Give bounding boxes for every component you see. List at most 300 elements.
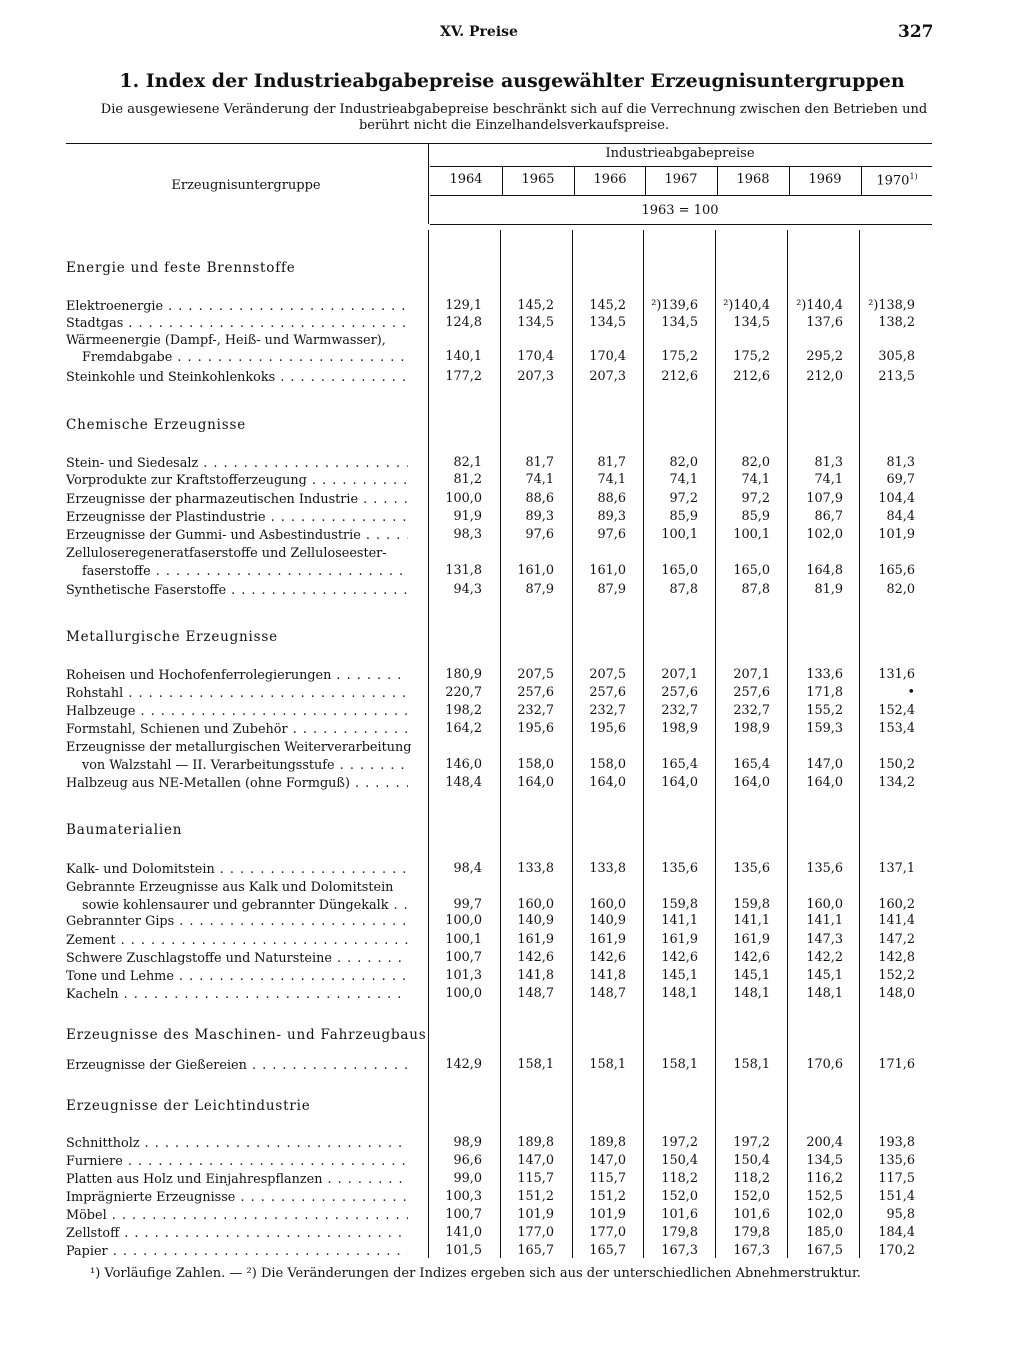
leader-dots — [123, 1154, 408, 1169]
value-cell: 140,9 — [589, 913, 626, 928]
value-cell: 88,6 — [597, 491, 626, 506]
value-cell: 131,8 — [445, 563, 482, 578]
value-cell: 177,2 — [445, 369, 482, 384]
value-cell: 147,2 — [878, 932, 915, 947]
row-label-text: Formstahl, Schienen und Zubehör — [66, 722, 288, 737]
row-label-text: Roheisen und Hochofenferrolegierungen — [66, 668, 332, 683]
value-cell: 142,6 — [661, 950, 698, 965]
value-cell: 145,1 — [733, 968, 770, 983]
row-label — [66, 667, 408, 684]
leader-dots — [331, 668, 408, 683]
leader-dots — [116, 933, 408, 948]
section-heading: Metallurgische Erzeugnisse — [66, 629, 278, 645]
value-cell: 74,1 — [597, 472, 626, 487]
value-cell: 189,8 — [517, 1135, 554, 1150]
value-cell: 170,6 — [806, 1057, 843, 1072]
value-cell: 97,2 — [669, 491, 698, 506]
row-label — [66, 1207, 408, 1224]
value-cell: 141,8 — [517, 968, 554, 983]
leader-dots — [108, 1244, 408, 1259]
column-header-label: 1967 — [664, 172, 698, 187]
value-cell: 165,0 — [661, 563, 698, 578]
row-label — [66, 1243, 408, 1260]
row-label-text: Stein- und Siedesalz — [66, 456, 199, 471]
value-cell: 147,0 — [517, 1153, 554, 1168]
row-label — [66, 861, 408, 878]
body-column-divider — [715, 230, 716, 1258]
row-label — [66, 1135, 408, 1152]
value-cell: 81,2 — [453, 472, 482, 487]
value-cell: 100,0 — [445, 913, 482, 928]
value-cell: 118,2 — [661, 1171, 698, 1186]
value-cell: 161,0 — [517, 563, 554, 578]
row-label-text: faserstoffe — [82, 564, 151, 579]
row-label-text: Halbzeuge — [66, 704, 136, 719]
row-label — [66, 1189, 408, 1206]
leader-dots — [119, 1226, 408, 1241]
row-label-text: Imprägnierte Erzeugnisse — [66, 1190, 236, 1205]
value-cell: 100,1 — [445, 932, 482, 947]
value-cell: 145,1 — [806, 968, 843, 983]
row-label-text: Erzeugnisse der Gummi- und Asbestindustrie — [66, 528, 361, 543]
spanner-header: Industrieabgabepreise — [605, 146, 755, 161]
value-cell: 134,5 — [589, 315, 626, 330]
leader-dots — [198, 456, 408, 471]
value-cell: 179,8 — [661, 1225, 698, 1240]
row-label-text: von Walzstahl — II. Verarbeitungsstufe — [82, 758, 335, 773]
value-cell: 101,6 — [733, 1207, 770, 1222]
row-label-text: Tone und Lehme — [66, 969, 174, 984]
leader-dots — [307, 473, 408, 488]
row-label — [66, 913, 408, 930]
value-cell: 305,8 — [878, 349, 915, 364]
value-cell: 158,1 — [589, 1057, 626, 1072]
value-cell: 170,4 — [589, 349, 626, 364]
value-cell: 147,0 — [589, 1153, 626, 1168]
value-cell: 161,9 — [733, 932, 770, 947]
value-cell: 213,5 — [878, 369, 915, 384]
row-label-text: Rohstahl — [66, 686, 124, 701]
body-column-divider — [787, 230, 788, 1258]
row-label — [66, 685, 408, 702]
value-cell: 135,6 — [806, 861, 843, 876]
value-cell: 138,2 — [878, 315, 915, 330]
value-cell: 137,1 — [878, 861, 915, 876]
value-cell: 99,7 — [453, 897, 482, 912]
row-label-text: Möbel — [66, 1208, 107, 1223]
top-rule — [66, 143, 932, 144]
value-cell: 142,6 — [517, 950, 554, 965]
value-cell: 167,3 — [661, 1243, 698, 1258]
column-header — [789, 172, 861, 187]
body-column-divider — [428, 230, 429, 1258]
row-label — [66, 298, 408, 315]
column-header-label: 1969 — [808, 172, 842, 187]
value-cell: 82,0 — [741, 455, 770, 470]
row-label — [66, 491, 408, 508]
value-cell: 100,0 — [445, 491, 482, 506]
stub-divider — [428, 143, 429, 224]
value-cell: 98,4 — [453, 861, 482, 876]
value-cell: ²)139,6 — [651, 298, 698, 313]
section-heading: Baumaterialien — [66, 822, 183, 838]
value-cell: 170,2 — [878, 1243, 915, 1258]
value-cell: 100,0 — [445, 986, 482, 1001]
header-column-divider — [502, 166, 503, 195]
row-label — [66, 1171, 408, 1188]
value-cell: 101,9 — [589, 1207, 626, 1222]
value-cell: 165,4 — [661, 757, 698, 772]
value-cell: 102,0 — [806, 1207, 843, 1222]
row-label-text: Halbzeug aus NE-Metallen (ohne Formguß) — [66, 776, 350, 791]
value-cell: 195,6 — [517, 721, 554, 736]
value-cell: 147,0 — [806, 757, 843, 772]
value-cell: 89,3 — [597, 509, 626, 524]
intro-line: berührt nicht die Einzelhandelsverkaufspreise. — [358, 118, 670, 133]
leader-dots — [332, 951, 408, 966]
page-number: 327 — [898, 22, 934, 42]
value-cell: 171,8 — [806, 685, 843, 700]
intro-line: Die ausgewiesene Veränderung der Industrieabgabepreise beschränkt sich auf die Verrechnung zwischen den Betrieben und — [100, 102, 928, 117]
leader-dots — [163, 299, 408, 314]
value-cell: 179,8 — [733, 1225, 770, 1240]
value-cell: • — [907, 685, 915, 700]
value-cell: 161,0 — [589, 563, 626, 578]
running-header-chapter: XV. Preise — [440, 24, 518, 40]
row-label-text: Schnittholz — [66, 1136, 140, 1151]
value-cell: 133,8 — [589, 861, 626, 876]
value-cell: 148,7 — [589, 986, 626, 1001]
row-label-text: Fremdabgabe — [82, 350, 173, 365]
column-header-label: 1964 — [449, 172, 483, 187]
leader-dots — [322, 1172, 408, 1187]
value-cell: 165,7 — [517, 1243, 554, 1258]
value-cell: 189,8 — [589, 1135, 626, 1150]
value-cell: ²)138,9 — [868, 298, 915, 313]
row-label-text: Zellstoff — [66, 1226, 120, 1241]
value-cell: 100,7 — [445, 1207, 482, 1222]
value-cell: 104,4 — [878, 491, 915, 506]
value-cell: 150,4 — [733, 1153, 770, 1168]
leader-dots — [335, 758, 408, 773]
value-cell: 207,5 — [589, 667, 626, 682]
value-cell: 185,0 — [806, 1225, 843, 1240]
value-cell: 167,3 — [733, 1243, 770, 1258]
leader-dots — [275, 370, 408, 385]
value-cell: 160,0 — [517, 897, 554, 912]
value-cell: 141,8 — [589, 968, 626, 983]
leader-dots — [358, 492, 408, 507]
value-cell: 198,9 — [733, 721, 770, 736]
value-cell: 97,6 — [525, 527, 554, 542]
value-cell: 88,6 — [525, 491, 554, 506]
value-cell: 81,7 — [597, 455, 626, 470]
leader-dots — [361, 528, 408, 543]
body-column-divider — [859, 230, 860, 1258]
value-cell: 165,7 — [589, 1243, 626, 1258]
value-cell: 148,1 — [661, 986, 698, 1001]
value-cell: 152,0 — [733, 1189, 770, 1204]
value-cell: 152,0 — [661, 1189, 698, 1204]
value-cell: 141,1 — [733, 913, 770, 928]
value-cell: 115,7 — [589, 1171, 626, 1186]
value-cell: 165,0 — [733, 563, 770, 578]
value-cell: 151,2 — [589, 1189, 626, 1204]
value-cell: 145,2 — [517, 298, 554, 313]
value-cell: 152,4 — [878, 703, 915, 718]
section-heading: Erzeugnisse der Leichtindustrie — [66, 1098, 311, 1114]
row-label — [66, 897, 408, 914]
value-cell: 152,2 — [878, 968, 915, 983]
table-title: 1. Index der Industrieabgabepreise ausgewählter Erzeugnisuntergruppen — [119, 70, 905, 92]
value-cell: 160,0 — [589, 897, 626, 912]
value-cell: 82,0 — [886, 582, 915, 597]
value-cell: 207,1 — [661, 667, 698, 682]
value-cell: 257,6 — [517, 685, 554, 700]
column-header — [645, 172, 717, 187]
row-label-text: Zelluloseregeneratfaserstoffe und Zelluloseester- — [66, 546, 387, 561]
leader-dots — [135, 704, 408, 719]
value-cell: 207,3 — [589, 369, 626, 384]
value-cell: 118,2 — [733, 1171, 770, 1186]
value-cell: 146,0 — [445, 757, 482, 772]
row-label — [66, 739, 411, 756]
value-cell: 95,8 — [886, 1207, 915, 1222]
row-label — [66, 455, 408, 472]
value-cell: 100,3 — [445, 1189, 482, 1204]
row-label — [66, 472, 408, 489]
row-label — [66, 315, 408, 332]
value-cell: 198,9 — [661, 721, 698, 736]
row-label-text: Stadtgas — [66, 316, 124, 331]
value-cell: 134,5 — [517, 315, 554, 330]
column-header — [717, 172, 789, 187]
leader-dots — [174, 969, 408, 984]
value-cell: 160,2 — [878, 897, 915, 912]
value-cell: 74,1 — [525, 472, 554, 487]
column-header — [430, 172, 502, 187]
value-cell: 134,2 — [878, 775, 915, 790]
row-label — [66, 879, 393, 896]
row-label — [66, 563, 408, 580]
row-label — [66, 527, 408, 544]
leader-dots — [388, 898, 408, 913]
row-label-text: sowie kohlensaurer und gebrannter Düngekalk — [82, 898, 389, 913]
row-label-text: Erzeugnisse der Plastindustrie — [66, 510, 266, 525]
row-label — [66, 703, 408, 720]
leader-dots — [172, 350, 408, 365]
value-cell: 180,9 — [445, 667, 482, 682]
row-label-text: Steinkohle und Steinkohlenkoks — [66, 370, 276, 385]
value-cell: 148,1 — [806, 986, 843, 1001]
value-cell: 101,6 — [661, 1207, 698, 1222]
value-cell: 193,8 — [878, 1135, 915, 1150]
base-header: 1963 = 100 — [641, 203, 719, 218]
leader-dots — [151, 564, 408, 579]
value-cell: 87,9 — [597, 582, 626, 597]
row-label-text: Kacheln — [66, 987, 119, 1002]
value-cell: 159,8 — [661, 897, 698, 912]
value-cell: 148,0 — [878, 986, 915, 1001]
value-cell: 158,1 — [661, 1057, 698, 1072]
value-cell: 142,6 — [589, 950, 626, 965]
leader-dots — [215, 862, 408, 877]
value-cell: 147,3 — [806, 932, 843, 947]
value-cell: 212,6 — [733, 369, 770, 384]
value-cell: 212,0 — [806, 369, 843, 384]
value-cell: 82,1 — [453, 455, 482, 470]
column-header-label: 1970 — [876, 173, 910, 189]
value-cell: 155,2 — [806, 703, 843, 718]
header-column-divider — [789, 166, 790, 195]
row-label-text: Platten aus Holz und Einjahrespflanzen — [66, 1172, 323, 1187]
header-column-divider — [861, 166, 862, 195]
header-column-divider — [645, 166, 646, 195]
section-heading: Erzeugnisse des Maschinen- und Fahrzeugbaus — [66, 1027, 427, 1043]
value-cell: 152,5 — [806, 1189, 843, 1204]
value-cell: 100,1 — [661, 527, 698, 542]
value-cell: 232,7 — [589, 703, 626, 718]
row-label — [66, 721, 408, 738]
value-cell: 164,8 — [806, 563, 843, 578]
value-cell: 207,5 — [517, 667, 554, 682]
leader-dots — [119, 987, 408, 1002]
footnote: ¹) Vorläufige Zahlen. — ²) Die Veränderungen der Indizes ergeben sich aus der unterschiedlichen Abnehmerstruktur. — [90, 1266, 861, 1281]
value-cell: 158,1 — [517, 1057, 554, 1072]
value-cell: 133,8 — [517, 861, 554, 876]
value-cell: 171,6 — [878, 1057, 915, 1072]
leader-dots — [235, 1190, 408, 1205]
row-label-text: Elektroenergie — [66, 299, 164, 314]
value-cell: 232,7 — [517, 703, 554, 718]
value-cell: 232,7 — [733, 703, 770, 718]
value-cell: 141,1 — [661, 913, 698, 928]
row-label — [66, 757, 408, 774]
value-cell: 141,0 — [445, 1225, 482, 1240]
value-cell: 142,6 — [733, 950, 770, 965]
value-cell: 74,1 — [814, 472, 843, 487]
value-cell: 177,0 — [589, 1225, 626, 1240]
value-cell: 151,2 — [517, 1189, 554, 1204]
value-cell: 148,4 — [445, 775, 482, 790]
value-cell: 164,2 — [445, 721, 482, 736]
value-cell: 101,9 — [878, 527, 915, 542]
value-cell: 131,6 — [878, 667, 915, 682]
value-cell: 200,4 — [806, 1135, 843, 1150]
leader-dots — [266, 510, 408, 525]
value-cell: 142,9 — [445, 1057, 482, 1072]
value-cell: 170,4 — [517, 349, 554, 364]
value-cell: 160,0 — [806, 897, 843, 912]
value-cell: 124,8 — [445, 315, 482, 330]
leader-dots — [288, 722, 408, 737]
value-cell: 165,4 — [733, 757, 770, 772]
value-cell: 101,5 — [445, 1243, 482, 1258]
value-cell: ²)140,4 — [723, 298, 770, 313]
value-cell: 212,6 — [661, 369, 698, 384]
value-cell: 116,2 — [806, 1171, 843, 1186]
value-cell: 148,7 — [517, 986, 554, 1001]
row-label-text: Furniere — [66, 1154, 123, 1169]
leader-dots — [123, 686, 408, 701]
value-cell: 175,2 — [661, 349, 698, 364]
value-cell: 232,7 — [661, 703, 698, 718]
value-cell: 197,2 — [661, 1135, 698, 1150]
value-cell: 177,0 — [517, 1225, 554, 1240]
column-header-note: 1) — [909, 172, 918, 181]
leader-dots — [107, 1208, 408, 1223]
row-label-text: Schwere Zuschlagstoffe und Natursteine — [66, 951, 332, 966]
value-cell: 257,6 — [733, 685, 770, 700]
value-cell: 159,3 — [806, 721, 843, 736]
value-cell: 207,3 — [517, 369, 554, 384]
leader-dots — [226, 583, 408, 598]
row-label-text: Vorprodukte zur Kraftstofferzeugung — [66, 473, 307, 488]
value-cell: 135,6 — [878, 1153, 915, 1168]
leader-dots — [140, 1136, 408, 1151]
value-cell: 197,2 — [733, 1135, 770, 1150]
value-cell: 84,4 — [886, 509, 915, 524]
value-cell: 164,0 — [589, 775, 626, 790]
value-cell: 198,2 — [445, 703, 482, 718]
value-cell: 151,4 — [878, 1189, 915, 1204]
value-cell: 81,3 — [814, 455, 843, 470]
value-cell: 86,7 — [814, 509, 843, 524]
value-cell: 164,0 — [733, 775, 770, 790]
value-cell: 91,9 — [453, 509, 482, 524]
row-label-text: Gebrannte Erzeugnisse aus Kalk und Dolomitstein — [66, 880, 394, 895]
value-cell: 81,3 — [886, 455, 915, 470]
value-cell: 164,0 — [661, 775, 698, 790]
value-cell: 295,2 — [806, 349, 843, 364]
value-cell: 98,9 — [453, 1135, 482, 1150]
column-header-label: 1965 — [521, 172, 555, 187]
value-cell: 159,8 — [733, 897, 770, 912]
value-cell: 87,8 — [669, 582, 698, 597]
value-cell: 141,4 — [878, 913, 915, 928]
value-cell: 117,5 — [878, 1171, 915, 1186]
leader-dots — [123, 316, 408, 331]
value-cell: 98,3 — [453, 527, 482, 542]
value-cell: 134,5 — [806, 1153, 843, 1168]
value-cell: 153,4 — [878, 721, 915, 736]
value-cell: 89,3 — [525, 509, 554, 524]
intro-text — [96, 102, 932, 134]
value-cell: 257,6 — [661, 685, 698, 700]
column-header — [574, 172, 646, 187]
value-cell: 135,6 — [733, 861, 770, 876]
value-cell: 82,0 — [669, 455, 698, 470]
value-cell: 101,3 — [445, 968, 482, 983]
value-cell: 85,9 — [741, 509, 770, 524]
value-cell: 207,1 — [733, 667, 770, 682]
header-column-divider — [574, 166, 575, 195]
value-cell: 100,7 — [445, 950, 482, 965]
value-cell: 74,1 — [669, 472, 698, 487]
value-cell: 164,0 — [517, 775, 554, 790]
value-cell: 85,9 — [669, 509, 698, 524]
row-label-text: Papier — [66, 1244, 108, 1259]
column-header — [861, 172, 933, 188]
value-cell: 134,5 — [733, 315, 770, 330]
value-cell: 134,5 — [661, 315, 698, 330]
value-cell: 141,1 — [806, 913, 843, 928]
row-label-text: Erzeugnisse der metallurgischen Weiterverarbeitung — [66, 740, 412, 755]
header-line-1 — [430, 166, 932, 167]
value-cell: 74,1 — [741, 472, 770, 487]
value-cell: 137,6 — [806, 315, 843, 330]
row-label — [66, 545, 387, 562]
